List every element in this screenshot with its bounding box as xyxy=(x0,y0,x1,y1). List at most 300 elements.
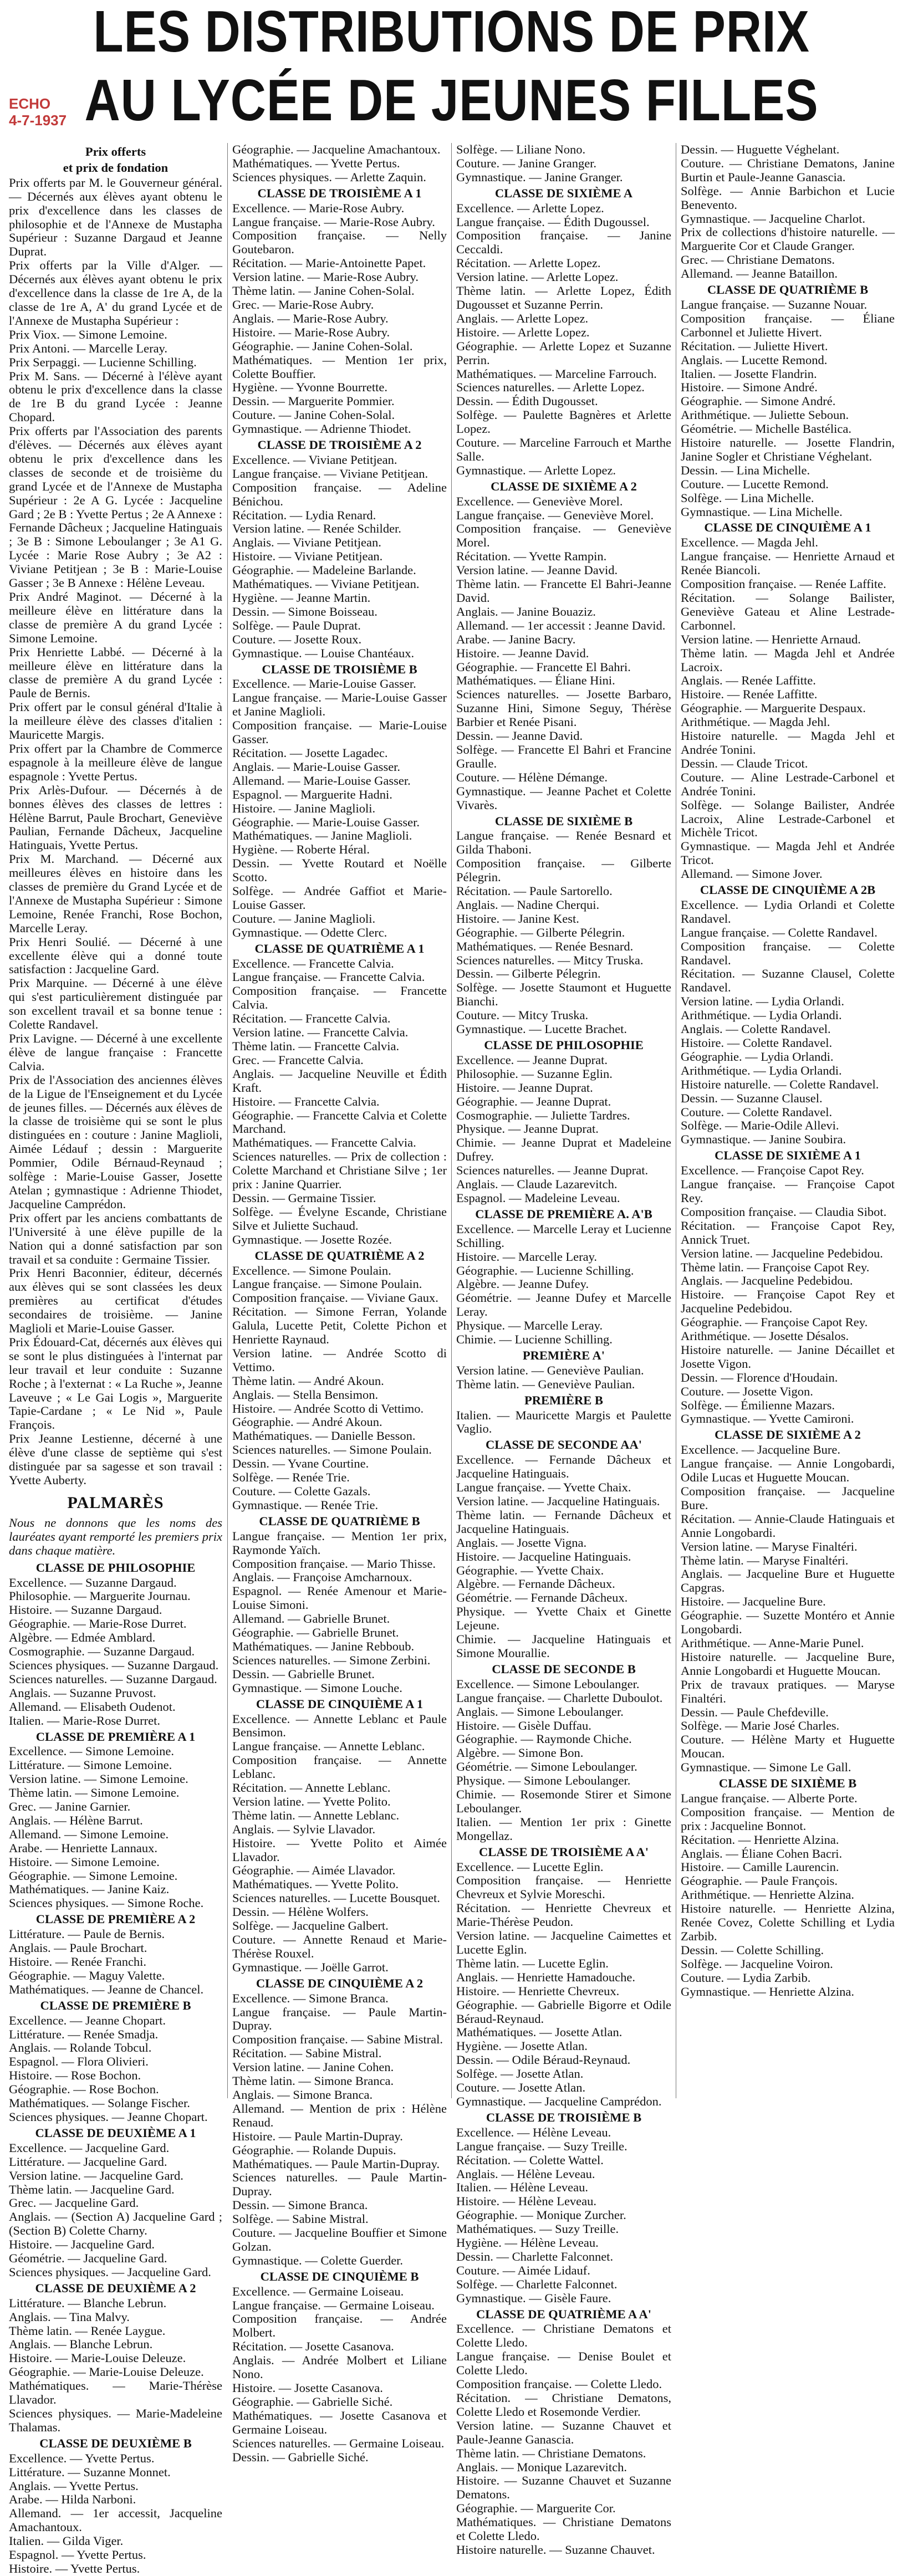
prize-entry: Mathématiques. — Renée Besnard. xyxy=(456,939,634,953)
prize-entry: Thème latin. — Christiane Dematons. xyxy=(456,2446,646,2460)
prize-entry: Solfège. — Marie-Odile Allevi. xyxy=(681,1118,839,1133)
prize-entry: Histoire. — Hélène Leveau. xyxy=(456,2194,597,2209)
prize-entry: Géographie. — Lucienne Schilling. xyxy=(456,1263,634,1277)
prize-entry: Prix Henriette Labbé. — Décerné à la meilleure élève en littérature dans la classe de première A du grand Lycée : Paule de Bernis. xyxy=(9,645,222,701)
prize-entry: Histoire. — Arlette Lopez. xyxy=(456,325,590,339)
prize-entry: Récitation. — Suzanne Clausel, Colette Randavel. xyxy=(681,967,895,995)
prize-entry: Solfège. — Renée Trie. xyxy=(232,1470,350,1485)
prize-entry: Hygiène. — Hélène Leveau. xyxy=(456,2236,599,2250)
prize-entry: Chimie. — Jeanne Duprat et Madeleine Dufrey. xyxy=(456,1136,671,1164)
prize-entry: Allemand. — 1er accessit, Jacqueline Amachantoux. xyxy=(9,2506,222,2534)
section-heading: CLASSE DE CINQUIÈME A 2 xyxy=(256,1976,424,1990)
prize-entry: Prix Viox. — Simone Lemoine. xyxy=(9,327,167,341)
prize-entry: Histoire. — Marcelle Leray. xyxy=(456,1249,598,1264)
prize-entry: Excellence. — Marcelle Leray et Lucienne Schilling. xyxy=(456,1221,671,1250)
prize-entry: Géographie. — Aimée Llavador. xyxy=(232,1863,396,1878)
prize-entry: Sciences naturelles. — Suzanne Dargaud. xyxy=(9,1672,217,1686)
prize-entry: Sciences naturelles. — Paule Martin-Dupray. xyxy=(232,2170,447,2199)
prize-entry: Couture. — Hélène Démange. xyxy=(456,770,608,784)
prize-entry: Récitation. — Josette Lagadec. xyxy=(232,745,388,760)
section-heading: CLASSE DE PHILOSOPHIE xyxy=(484,1038,644,1052)
prize-entry: Mathématiques. — Marie-Thérèse Llavador. xyxy=(9,2379,222,2407)
prize-entry: Thème latin. — Renée Laygue. xyxy=(9,2323,166,2338)
prize-entry: Anglais. — Simone Leboulanger. xyxy=(456,1704,624,1719)
prize-entry: Excellence. — Simone Branca. xyxy=(232,1991,389,2005)
prize-entry: Mathématiques. — Mention 1er prix, Colette Bouffier. xyxy=(232,352,447,381)
prize-entry: Gymnastique. — Magda Jehl et Andrée Tricot. xyxy=(681,839,895,867)
prize-entry: Anglais. — Françoise Amcharnoux. xyxy=(232,1570,412,1585)
prize-entry: Gymnastique. — Adrienne Thiodet. xyxy=(232,422,411,436)
prize-entry: Composition française. — Mario Thisse. xyxy=(232,1556,436,1571)
prize-entry: Géographie. — Monique Zurcher. xyxy=(456,2208,626,2222)
prize-entry: Histoire. — Simone André. xyxy=(681,380,818,395)
prize-entry: Solfège. — Jacqueline Voiron. xyxy=(681,1956,833,1971)
prize-entry: Prix Jeanne Lestienne, décerné à une élève d'une classe de septième qui s'est distinguée par sa sagesse et son travail : Yvette Auberty. xyxy=(9,1432,222,1487)
prize-entry: Gymnastique. — Louise Chantéaux. xyxy=(232,646,415,660)
prize-entry: Histoire. — Andrée Scotto di Vettimo. xyxy=(232,1401,424,1415)
prize-entry: Langue française. — Françoise Capot Rey. xyxy=(681,1177,895,1205)
prize-entry: Version latine. — Jacqueline Pedebidou. xyxy=(681,1246,883,1260)
prize-entry: Arithmétique. — Henriette Alzina. xyxy=(681,1888,855,1902)
prize-entry: Chimie. — Lucienne Schilling. xyxy=(456,1332,613,1347)
prize-entry: Composition française. — Geneviève Morel. xyxy=(456,522,671,550)
prize-entry: Mathématiques. — Christiane Dematons et Colette Lledo. xyxy=(456,2515,671,2543)
prize-entry: Composition française. — Claudia Sibot. xyxy=(681,1204,887,1219)
prize-entry: Gymnastique. — Simone Le Gall. xyxy=(681,1760,851,1775)
prize-entry: Histoire. — Marie-Louise Deleuze. xyxy=(9,2351,186,2365)
prize-entry: Version latine. — Henriette Arnaud. xyxy=(681,632,861,646)
section-heading: CLASSE DE SIXIÈME B xyxy=(494,814,633,828)
prize-entry: Langue française. — Henriette Arnaud et Renée Biancoli. xyxy=(681,549,895,577)
prize-entry: Couture. — Josette Vigon. xyxy=(681,1384,813,1398)
prize-entry: Italien. — Hélène Leveau. xyxy=(456,2180,589,2195)
prize-entry: Thème latin. — Geneviève Paulian. xyxy=(456,1377,635,1391)
section-heading: CLASSE DE SECONDE AA' xyxy=(486,1438,642,1452)
prize-entry: Langue française. — Viviane Petitjean. xyxy=(232,466,428,481)
article-column-3 xyxy=(456,142,671,2557)
prize-entry: Gymnastique. — Jacqueline Charlot. xyxy=(681,211,866,226)
prize-entry: Excellence. — Marie-Rose Aubry. xyxy=(232,201,405,215)
prize-entry: Excellence. — Geneviève Morel. xyxy=(456,494,623,508)
prize-entry: Anglais. — Henriette Hamadouche. xyxy=(456,1970,636,1984)
prize-entry: Couture. — Janine Granger. xyxy=(456,156,597,170)
prize-entry: Version latine. — Marie-Rose Aubry. xyxy=(232,270,419,284)
prize-entry: Langue française. — Germaine Loiseau. xyxy=(232,2298,435,2312)
prize-entry: Version latine. — Andrée Scotto di Vettimo. xyxy=(232,1346,447,1374)
prize-entry: Version latine. — Yvette Polito. xyxy=(232,1794,391,1808)
prize-entry: Géographie. — Paule François. xyxy=(681,1874,838,1888)
prize-entry: Anglais. — Hélène Leveau. xyxy=(456,2166,595,2181)
prize-entry: Solfège. — Émilienne Mazars. xyxy=(681,1398,835,1412)
prize-entry: Thème latin. — Francette El Bahri-Jeanne David. xyxy=(456,577,671,605)
prize-entry: Dessin. — Huguette Véghelant. xyxy=(681,142,840,156)
prize-entry: Dessin. — Yvane Courtine. xyxy=(232,1456,369,1471)
prize-entry: Littérature. — Jacqueline Gard. xyxy=(9,2154,167,2169)
prize-entry: Dessin. — Yvette Routard et Noëlle Scotto. xyxy=(232,856,447,885)
section-heading: CLASSE DE CINQUIÈME A 2B xyxy=(700,883,876,897)
prize-entry: Excellence. — Christiane Dematons et Colette Lledo. xyxy=(456,2322,671,2350)
section-heading: CLASSE DE CINQUIÈME B xyxy=(260,2269,419,2283)
prize-entry: Solfège. — Liliane Nono. xyxy=(456,142,586,156)
prize-entry: Géographie. — Rolande Dupuis. xyxy=(232,2143,396,2157)
prize-entry: Géographie. — Marguerite Despaux. xyxy=(681,701,866,715)
prize-entry: Solfège. — Andrée Gaffiot et Marie-Louise Gasser. xyxy=(232,884,447,912)
prize-entry: Histoire naturelle. — Suzanne Chauvet. xyxy=(456,2542,655,2557)
prize-entry: Italien. — Marie-Rose Durret. xyxy=(9,1713,161,1727)
prize-entry: Arabe. — Janine Bacry. xyxy=(456,632,576,646)
prize-entry: Sciences naturelles. — Prix de collection : Colette Marchand et Christiane Silve ; 1er prix : Janine Quarrier. xyxy=(232,1149,447,1192)
prize-entry: Prix de collections d'histoire naturelle. — Marguerite Cor et Claude Granger. xyxy=(681,225,895,253)
prize-entry: Sciences physiques. — Arlette Zaquin. xyxy=(232,170,426,184)
prize-entry: Physique. — Yvette Chaix et Ginette Lejeune. xyxy=(456,1604,671,1633)
prize-entry: Prix M. Sans. — Décerné à l'élève ayant obtenu le prix d'excellence dans la classe de 1re B du grand Lycée : Jeanne Chopard. xyxy=(9,369,222,425)
prize-entry: Composition française. — Renée Laffite. xyxy=(681,577,886,591)
prize-entry: Prix Serpaggi. — Lucienne Schilling. xyxy=(9,355,197,369)
prize-entry: Excellence. — Yvette Pertus. xyxy=(9,2451,155,2465)
prize-entry: Algèbre. — Fernande Dâcheux. xyxy=(456,1577,615,1591)
prize-entry: Langue française. — Édith Dugoussel. xyxy=(456,214,650,229)
prize-entry: Dessin. — Paule Chefdeville. xyxy=(681,1705,829,1719)
prize-entry: Couture. — Janine Maglioli. xyxy=(232,911,376,926)
prize-entry: Couture. — Christiane Dematons, Janine Burtin et Paule-Jeanne Ganascia. xyxy=(681,156,895,184)
section-heading: CLASSE DE DEUXIÈME A 2 xyxy=(35,2281,196,2295)
article-column-2 xyxy=(232,142,447,2464)
prize-entry: Cosmographie. — Juliette Tardres. xyxy=(456,1108,630,1122)
prize-entry: Récitation. — Solange Bailister, Geneviève Gateau et Aline Lestrade-Carbonnel. xyxy=(681,591,895,632)
prize-entry: Littérature. — Renée Smadja. xyxy=(9,2027,159,2041)
prize-entry: Histoire. — Viviane Petitjean. xyxy=(232,549,383,564)
prize-entry: Langue française. — Mention 1er prix, Raymonde Yaïch. xyxy=(232,1529,447,1557)
prize-entry: Récitation. — Sabine Mistral. xyxy=(232,2046,382,2061)
prize-entry: Espagnol. — Yvette Pertus. xyxy=(9,2548,146,2562)
prize-entry: Gymnastique. — Josette Rozée. xyxy=(232,1232,392,1246)
prize-entry: Hygiène. — Jeanne Martin. xyxy=(232,591,371,605)
prize-entry: Composition française. — Colette Lledo. xyxy=(456,2377,662,2391)
prize-entry: Excellence. — Viviane Petitjean. xyxy=(232,452,397,467)
prize-entry: Récitation. — Simone Ferran, Yolande Galula, Lucette Petit, Colette Pichon et Henriette Raynaud. xyxy=(232,1305,447,1347)
prize-entry: Sciences naturelles. — Arlette Lopez. xyxy=(456,380,645,395)
prize-entry: Géographie. — Janine Cohen-Solal. xyxy=(232,339,413,353)
section-heading: CLASSE DE DEUXIÈME B xyxy=(39,2436,192,2450)
prize-entry: Dessin. — Suzanne Clausel. xyxy=(681,1091,823,1105)
prize-entry: Anglais. — Simone Branca. xyxy=(232,2087,373,2102)
prize-entry: Prix Antoni. — Marcelle Leray. xyxy=(9,341,167,355)
prize-entry: Anglais. — Janine Bouaziz. xyxy=(456,604,596,619)
prize-entry: Couture. — Janine Cohen-Solal. xyxy=(232,408,395,422)
prize-entry: Histoire. — Francette Calvia. xyxy=(232,1094,380,1108)
prize-entry: Langue française. — Colette Randavel. xyxy=(681,925,878,939)
prize-entry: Récitation. — Francette Calvia. xyxy=(232,1011,391,1026)
prize-entry: Géographie. — Françoise Capot Rey. xyxy=(681,1315,868,1330)
section-heading: CLASSE DE TROISIÈME B xyxy=(486,2110,642,2124)
prize-entry: Allemand. — Gabrielle Brunet. xyxy=(232,1612,390,1626)
prize-entry: Allemand. — Simone Lemoine. xyxy=(9,1827,169,1841)
prize-entry: Dessin. — Colette Schilling. xyxy=(681,1943,824,1957)
prize-entry: Géographie. — André Akoun. xyxy=(232,1415,382,1429)
prize-entry: Excellence. — Françoise Capot Rey. xyxy=(681,1163,864,1178)
prize-entry: Thème latin. — Arlette Lopez, Édith Dugousset et Suzanne Perrin. xyxy=(456,284,671,311)
prize-entry: Géographie. — Yvette Chaix. xyxy=(456,1563,604,1577)
prize-entry: Histoire. — Jeanne Duprat. xyxy=(456,1080,593,1095)
prize-entry: Excellence. — Magda Jehl. xyxy=(681,535,819,550)
prize-entry: Version latine. — Simone Lemoine. xyxy=(9,1772,188,1786)
prize-entry: Italien. — Mauricette Margis et Paulette Vaglio. xyxy=(456,1408,671,1436)
prize-entry: Couture. — Jacqueline Bouffier et Simone Golzan. xyxy=(232,2226,447,2253)
prize-entry: Histoire. — Henriette Chevreux. xyxy=(456,1984,620,1998)
prize-entry: Mathématiques. — Yvette Pertus. xyxy=(232,156,400,170)
prize-entry: Couture. — Mitcy Truska. xyxy=(456,1008,589,1023)
prize-entry: Anglais. — Jacqueline Bure et Huguette Capgras. xyxy=(681,1567,895,1595)
prize-entry: Géographie. — Francette El Bahri. xyxy=(456,660,631,674)
prize-entry: Prix offerts par l'Association des parents d'élèves. — Décernés aux élèves ayant obtenu le prix d'excellence dans les classes de seconde et de troisième du grand Lycée et de l'Annexe de Mustapha Supérieur : 2e A G. Lycée : Jacqueline Gard ; 2e B : Yvette Pertus ; 2e A Annexe : Fernande Dâcheux ; Jacqueline Hatinguais ; 3e B : Simone Leboulanger ; 3e A1 G. Lycée : Marie Rose Aubry ; 3e A2 : Viviane Petitjean ; 3e B : Marie-Louise Gasser ; 3e B Annexe : Hélène Leveau. xyxy=(9,424,222,590)
prize-entry: Dessin. — Simone Branca. xyxy=(232,2198,368,2212)
prize-entry: Hygiène. — Josette Atlan. xyxy=(456,2039,588,2053)
prize-entry: Sciences naturelles. — Jeanne Duprat. xyxy=(456,1163,649,1178)
prize-entry: Géographie. — Gabrielle Brunet. xyxy=(232,1626,399,1640)
prize-entry: Hygiène. — Yvonne Bourrette. xyxy=(232,380,387,395)
prize-entry: Géographie. — Arlette Lopez et Suzanne Perrin. xyxy=(456,339,671,367)
prize-entry: Sciences physiques. — Jacqueline Gard. xyxy=(9,2265,211,2279)
prize-entry: Mathématiques. — Suzy Treille. xyxy=(456,2222,619,2236)
prize-entry: Dessin. — Charlette Falconnet. xyxy=(456,2249,614,2263)
prize-entry: Anglais. — Josette Vigna. xyxy=(456,1535,587,1550)
prize-entry: Langue française. — Suzy Treille. xyxy=(456,2139,627,2153)
prize-entry: Allemand. — Marie-Louise Gasser. xyxy=(232,773,411,788)
prize-entry: Dessin. — Hélène Wolfers. xyxy=(232,1905,369,1919)
prize-entry: Version latine. — Renée Schilder. xyxy=(232,522,401,536)
prize-entry: Prix offert par la Chambre de Commerce espagnole à la meilleure élève de langue espagnole : Yvette Pertus. xyxy=(9,741,222,783)
prize-entry: Physique. — Marcelle Leray. xyxy=(456,1318,603,1333)
prize-entry: Anglais. — Jacqueline Neuville et Édith Kraft. xyxy=(232,1066,447,1095)
prize-entry: Gymnastique. — Janine Granger. xyxy=(456,170,623,184)
prize-entry: Gymnastique. — Henriette Alzina. xyxy=(681,1984,855,1999)
prize-entry: Récitation. — Christiane Dematons, Colette Lledo et Rosemonde Verdier. xyxy=(456,2391,671,2419)
prize-entry: Dessin. — Gabrielle Brunet. xyxy=(232,1667,375,1681)
section-heading: CLASSE DE PHILOSOPHIE xyxy=(35,1560,196,1575)
prize-entry: Prix de l'Association des anciennes élèves de la Ligue de l'Enseignement et du Lycée de jeunes filles. — Décernés aux élèves de la classe de troisième qui se sont le plus distinguées en : couture : Janine Maglioli, Aimée Lédauf ; dessin : Marguerite Pommier, Odile Bérnaud-Reynaud ; solfège : Marie-Louise Gasser, Josette Atelan ; gymnastique : Adrienne Thiodet, Jacqueline Camprédon. xyxy=(9,1072,222,1211)
prize-entry: Arithmétique. — Juliette Seboun. xyxy=(681,408,849,422)
prize-entry: Dessin. — Gilberte Pélegrin. xyxy=(456,967,601,981)
prize-entry: Histoire. — Camille Laurencin. xyxy=(681,1860,839,1874)
prize-entry: Version latine. — Arlette Lopez. xyxy=(456,270,619,284)
prize-entry: Géographie. — Simone Lemoine. xyxy=(9,1868,178,1883)
prize-entry: Littérature. — Suzanne Monnet. xyxy=(9,2465,171,2479)
section-heading: CLASSE DE PREMIÈRE B xyxy=(40,1998,191,2012)
section-heading: PREMIÈRE A' xyxy=(522,1348,605,1362)
prize-entry: Couture. — Aline Lestrade-Carbonel et Andrée Tonini. xyxy=(681,770,895,798)
prize-entry: Excellence. — Simone Leboulanger. xyxy=(456,1677,640,1691)
prize-entry: Grec. — Janine Garnier. xyxy=(9,1800,131,1814)
prize-entry: Littérature. — Paule de Bernis. xyxy=(9,1927,165,1941)
prize-entry: Histoire. — Janine Maglioli. xyxy=(232,801,376,815)
prize-entry: Géographie. — Lydia Orlandi. xyxy=(681,1049,834,1064)
prize-entry: Dessin. — Florence d'Houdain. xyxy=(681,1370,838,1384)
prize-entry: Prix M. Marchand. — Décerné aux meilleures élèves en histoire dans les classes de première du Grand Lycée et de l'Annexe de Mustapha Supérieur : Simone Lemoine, Renée Franchi, Rose Bochon, Marcelle Leray. xyxy=(9,852,222,935)
prize-entry: Géométrie. — Fernande Dâcheux. xyxy=(456,1591,628,1605)
prize-entry: Solfège. — Charlette Falconnet. xyxy=(456,2277,618,2291)
prize-entry: Excellence. — Annette Leblanc et Paule Bensimon. xyxy=(232,1711,447,1740)
prize-entry: Langue française. — Marie-Louise Gasser et Janine Maglioli. xyxy=(232,691,447,719)
prize-entry: Physique. — Jeanne Duprat. xyxy=(456,1122,599,1136)
prize-entry: Géographie. — Marguerite Cor. xyxy=(456,2501,616,2516)
prize-entry: Gymnastique. — Renée Trie. xyxy=(232,1497,379,1512)
prize-entry: Anglais. — Renée Laffitte. xyxy=(681,673,816,688)
prize-entry: Histoire. — Marie-Rose Aubry. xyxy=(232,325,390,339)
prize-entry: Sciences naturelles. — Josette Barbaro, Suzanne Hini, Simone Seguy, Thérèse Barbier et Renée Pisani. xyxy=(456,687,671,729)
headline-line-2: AU LYCÉE DE JEUNES FILLES xyxy=(84,68,819,133)
prize-entry: Composition française. — Jacqueline Bure. xyxy=(681,1484,895,1512)
prize-entry: Dessin. — Lina Michelle. xyxy=(681,463,810,477)
prize-entry: Géographie. — Jeanne Duprat. xyxy=(456,1094,611,1108)
section-heading: CLASSE DE CINQUIÈME A 1 xyxy=(256,1696,424,1711)
prize-entry: Mathématiques. — Danielle Besson. xyxy=(232,1429,416,1443)
prize-entry: Histoire naturelle. — Janine Décaillet et Josette Vigon. xyxy=(681,1342,895,1371)
prize-entry: Allemand. — 1er accessit : Jeanne David. xyxy=(456,618,666,632)
prize-entry: Gymnastique. — Jacqueline Camprédon. xyxy=(456,2094,662,2108)
section-heading: CLASSE DE QUATRIÈME A 1 xyxy=(254,941,425,955)
prize-entry: Algèbre. — Jeanne Dufey. xyxy=(456,1277,589,1291)
prize-entry: Excellence. — Suzanne Dargaud. xyxy=(9,1575,177,1589)
prize-entry: Mathématiques. — Francette Calvia. xyxy=(232,1136,416,1150)
prize-entry: Mathématiques. — Viviane Petitjean. xyxy=(232,577,420,591)
prize-entry: Couture. — Josette Roux. xyxy=(232,632,362,646)
prize-entry: Physique. — Simone Leboulanger. xyxy=(456,1773,631,1788)
prize-entry: Récitation. — Annie-Claude Hatinguais et Annie Longobardi. xyxy=(681,1511,895,1540)
prize-entry: Littérature. — Simone Lemoine. xyxy=(9,1758,172,1772)
prize-entry: Excellence. — Jeanne Duprat. xyxy=(456,1052,608,1067)
prize-entry: Couture. — Aimée Lidauf. xyxy=(456,2263,590,2277)
prize-entry: Allemand. — Mention de prix : Hélène Renaud. xyxy=(232,2101,447,2129)
prize-entry: Allemand. — Elisabeth Oudenot. xyxy=(9,1699,176,1714)
prize-entry: Dessin. — Édith Dugousset. xyxy=(456,394,598,408)
prize-entry: Géométrie. — Simone Leboulanger. xyxy=(456,1760,637,1774)
prize-entry: Version latine. — Lydia Orlandi. xyxy=(681,994,844,1009)
prize-entry: Excellence. — Hélène Leveau. xyxy=(456,2125,611,2139)
prize-entry: Langue française. — Francette Calvia. xyxy=(232,970,425,984)
section-heading: CLASSE DE PREMIÈRE A. A'B xyxy=(475,1207,652,1221)
prize-entry: Version latine. — Geneviève Paulian. xyxy=(456,1363,644,1377)
prize-entry: Gymnastique. — Yvette Camironi. xyxy=(681,1412,854,1426)
prize-entry: Excellence. — Jeanne Chopart. xyxy=(9,2013,166,2027)
prize-entry: Prix André Maginot. — Décerné à la meilleure élève en littérature dans la classe de première A du grand Lycée : Simone Lemoine. xyxy=(9,590,222,645)
prize-entry: Excellence. — Simone Lemoine. xyxy=(9,1744,175,1759)
prize-entry: Prix Lavigne. — Décerné à une excellente élève de langue française : Francette Calvia. xyxy=(9,1031,222,1073)
prize-entry: Espagnol. — Marguerite Hadni. xyxy=(232,787,392,801)
column-rule xyxy=(451,143,452,2098)
prize-entry: Composition française. — Adeline Bénichou. xyxy=(232,480,447,508)
prize-entry: Géographie. — Marie-Louise Deleuze. xyxy=(9,2365,204,2379)
prize-entry: Composition française. — Marie-Louise Gasser. xyxy=(232,718,447,747)
prize-entry: Gymnastique. — Lina Michelle. xyxy=(681,504,843,519)
prize-entry: Grec. — Jacqueline Gard. xyxy=(9,2196,139,2210)
prize-entry: Anglais. — Éliane Cohen Bacri. xyxy=(681,1846,843,1861)
section-heading: CLASSE DE SIXIÈME A 2 xyxy=(715,1428,861,1442)
prize-entry: Géographie. — Simone André. xyxy=(681,394,836,408)
prize-entry: Solfège. — Francette El Bahri et Francine Graulle. xyxy=(456,742,671,770)
prize-entry: Géométrie. — Jeanne Dufey et Marcelle Leray. xyxy=(456,1291,671,1319)
prize-entry: Gymnastique. — Lucette Brachet. xyxy=(456,1022,627,1036)
prize-entry: Sciences naturelles. — Simone Zerbini. xyxy=(232,1653,431,1667)
prize-entry: Algèbre. — Simone Bon. xyxy=(456,1746,584,1760)
prize-entry: Sciences physiques. — Suzanne Dargaud. xyxy=(9,1658,219,1672)
prize-entry: Couture. — Marceline Farrouch et Marthe Salle. xyxy=(456,436,671,463)
section-heading: CLASSE DE SIXIÈME B xyxy=(718,1776,857,1791)
prize-entry: Thème latin. — Maryse Finaltéri. xyxy=(681,1553,849,1567)
prize-entry: Récitation. — Françoise Capot Rey, Annick Truet. xyxy=(681,1218,895,1246)
archive-stamp xyxy=(9,95,67,129)
prize-entry: Anglais. — Viviane Petitjean. xyxy=(232,535,381,550)
prize-entry: Grec. — Marie-Rose Aubry. xyxy=(232,297,374,311)
section-heading: CLASSE DE TROISIÈME A 2 xyxy=(257,438,422,452)
prize-entry: Couture. — Annette Renaud et Marie-Thérèse Rouxel. xyxy=(232,1933,447,1960)
prize-entry: Dessin. — Germaine Tissier. xyxy=(232,1190,376,1205)
section-heading: CLASSE DE SECONDE B xyxy=(492,1662,636,1676)
prize-entry: Histoire naturelle. — Colette Randavel. xyxy=(681,1077,879,1091)
prize-entry: Excellence. — Francette Calvia. xyxy=(232,956,394,970)
prize-entry: Composition française. — Nelly Goutebaron. xyxy=(232,228,447,257)
prize-entry: Gymnastique. — Arlette Lopez. xyxy=(456,463,616,477)
prize-entry: Littérature. — Blanche Lebrun. xyxy=(9,2296,167,2310)
prize-entry: Arithmétique. — Lydia Orlandi. xyxy=(681,1008,842,1023)
prize-entry: Récitation. — Colette Wattel. xyxy=(456,2153,604,2167)
section-heading: et prix de fondation xyxy=(63,160,169,175)
prize-entry: Excellence. — Lydia Orlandi et Colette Randavel. xyxy=(681,897,895,926)
prize-entry: Géographie. — Gabrielle Bigorre et Odile Béraud-Reynaud. xyxy=(456,1997,671,2026)
prize-entry: Italien. — Mention 1er prix : Ginette Mongellaz. xyxy=(456,1815,671,1843)
prize-entry: Allemand. — Jeanne Bataillon. xyxy=(681,267,838,281)
prize-entry: Version latine. — Janine Cohen. xyxy=(232,2060,394,2074)
prize-entry: Sciences physiques. — Marie-Madeleine Thalamas. xyxy=(9,2406,222,2434)
prize-entry: Histoire. — Jacqueline Hatinguais. xyxy=(456,1549,631,1563)
prize-entry: Composition française. — Andrée Molbert. xyxy=(232,2312,447,2340)
prize-entry: Anglais. — Tina Malvy. xyxy=(9,2309,130,2324)
article-column-1 xyxy=(9,143,222,2575)
prize-entry: Géométrie. — Michelle Bastélica. xyxy=(681,422,852,436)
prize-entry: Composition française. — Éliane Carbonnel et Juliette Hivert. xyxy=(681,311,895,339)
prize-entry: Histoire. — Françoise Capot Rey et Jacqueline Pedebidou. xyxy=(681,1287,895,1316)
prize-entry: Prix Arlès-Dufour. — Décernés à de bonnes élèves des classes de lettres : Hélène Barrut, Paule Brochart, Geneviève Paulian, Fernande Dâcheux, Jacqueline Hatinguais, Yvette Pertus. xyxy=(9,783,222,852)
prize-entry: Excellence. — Fernande Dâcheux et Jacqueline Hatinguais. xyxy=(456,1453,671,1481)
prize-entry: Solfège. — Évelyne Escande, Christiane Silve et Juliette Suchaud. xyxy=(232,1204,447,1233)
prize-entry: Version latine. — Jacqueline Hatinguais. xyxy=(456,1494,660,1508)
prize-entry: Chimie. — Jacqueline Hatinguais et Simone Mourallie. xyxy=(456,1632,671,1660)
prize-entry: Gymnastique. — Simone Louche. xyxy=(232,1680,402,1695)
prize-entry: Histoire. — Jeanne David. xyxy=(456,646,589,660)
prize-entry: Thème latin. — Annette Leblanc. xyxy=(232,1808,400,1822)
prize-entry: Géographie. — Suzette Montéro et Annie Longobardi. xyxy=(681,1608,895,1637)
prize-entry: Version latine. — Suzanne Chauvet et Paule-Jeanne Ganascia. xyxy=(456,2418,671,2446)
section-heading: CLASSE DE PREMIÈRE A 2 xyxy=(35,1912,196,1926)
prize-entry: Mathématiques. — Éliane Hini. xyxy=(456,673,615,688)
prize-entry: Histoire. — Jacqueline Gard. xyxy=(9,2237,155,2252)
prize-entry: Anglais. — Marie-Louise Gasser. xyxy=(232,759,401,774)
prize-entry: Anglais. — Lucette Remond. xyxy=(681,352,828,367)
prize-entry: Histoire. — Rose Bochon. xyxy=(9,2068,141,2083)
section-heading: PREMIÈRE B xyxy=(524,1393,603,1407)
prize-entry: Thème latin. — Janine Cohen-Solal. xyxy=(232,284,415,298)
prize-entry: Solfège. — Paule Duprat. xyxy=(232,618,361,632)
prize-entry: Géographie. — Gilberte Pélegrin. xyxy=(456,925,625,939)
prize-entry: Langue française. — Marie-Rose Aubry. xyxy=(232,214,435,229)
prize-entry: Espagnol. — Madeleine Leveau. xyxy=(456,1190,620,1205)
stamp-source: ECHO xyxy=(9,95,51,112)
section-heading: CLASSE DE DEUXIÈME A 1 xyxy=(35,2125,196,2140)
prize-entry: Histoire. — Suzanne Dargaud. xyxy=(9,1603,162,1617)
prize-entry: Histoire. — Paule Martin-Dupray. xyxy=(232,2129,403,2143)
prize-entry: Prix offert par les anciens combattants de l'Université à une élève pupille de la Nation qui a donné satisfaction par son travail et sa conduite : Germaine Tissier. xyxy=(9,1210,222,1266)
section-heading: Prix offerts xyxy=(85,145,146,159)
prize-entry: Excellence. — Arlette Lopez. xyxy=(456,201,604,215)
